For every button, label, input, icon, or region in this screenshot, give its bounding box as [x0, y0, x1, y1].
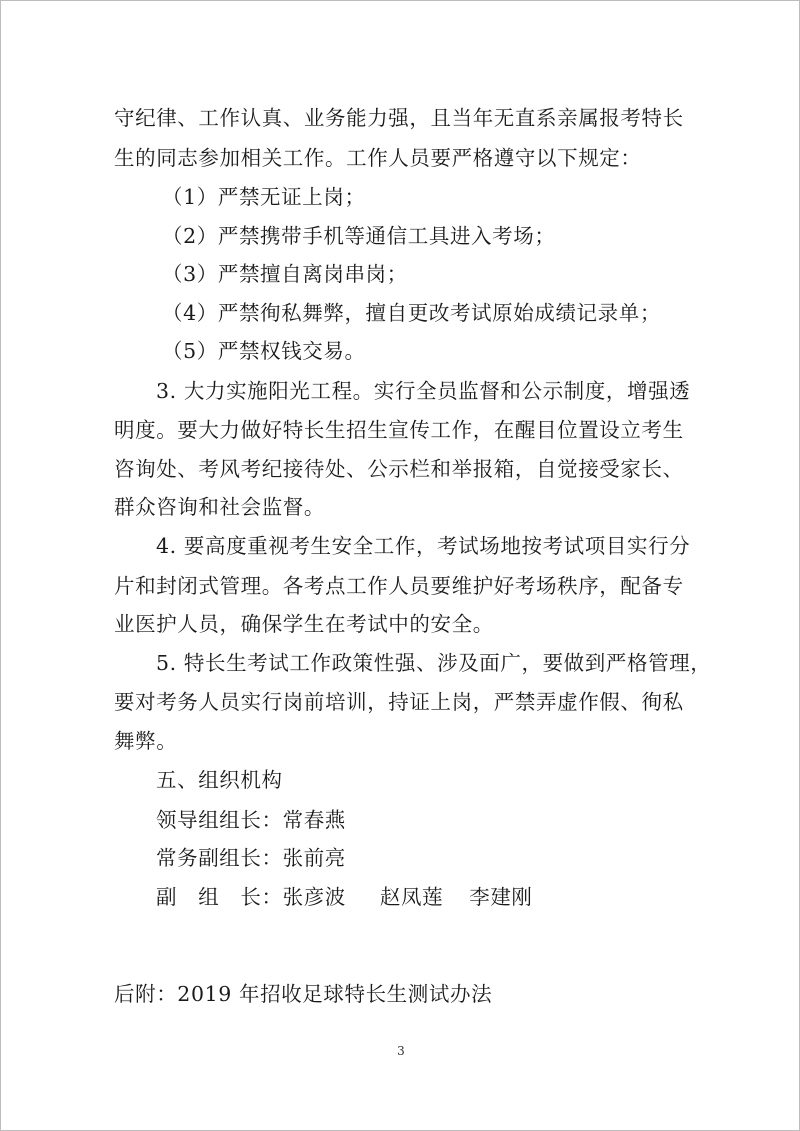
page-number: 3: [397, 1044, 405, 1058]
section-5-line: 5. 特长生考试工作政策性强、涉及面广，要做到严格管理，: [156, 651, 712, 675]
section-3-line: 明度。要大力做好特长生招生宣传工作，在醒目位置设立考生: [114, 418, 684, 442]
vice-leader-name: 李建刚: [469, 885, 533, 909]
section-5-line: 要对考务人员实行岗前培训，持证上岗，严禁弄虚作假、徇私: [114, 690, 684, 714]
rule-item-4: （4）严禁徇私舞弊，擅自更改考试原始成绩记录单；: [162, 301, 661, 325]
leader-line: 领导组组长：常春燕: [156, 808, 346, 832]
vice-leader-name: 张彦波: [282, 885, 346, 909]
section-4-line: 业医护人员，确保学生在考试中的安全。: [114, 612, 494, 636]
rule-item-3: （3）严禁擅自离岗串岗；: [162, 262, 408, 286]
section-5-line: 舞弊。: [114, 729, 178, 753]
vice-leader-name: 赵凤莲: [379, 885, 444, 909]
deputy-leader-line: 常务副组长：张前亮: [156, 846, 346, 870]
paragraph-line: 守纪律、工作认真、业务能力强，且当年无直系亲属报考特长: [114, 106, 684, 130]
vice-leader-label: 副 组 长：: [156, 885, 283, 909]
rule-item-2: （2）严禁携带手机等通信工具进入考场；: [162, 224, 556, 248]
vice-leader-row: [156, 884, 533, 910]
section-3-line: 3. 大力实施阳光工程。实行全员监督和公示制度，增强透: [156, 379, 691, 403]
section-3-line: 群众咨询和社会监督。: [114, 495, 325, 519]
section-4-line: 片和封闭式管理。各考点工作人员要维护好考场秩序，配备专: [114, 574, 684, 598]
rule-item-5: （5）严禁权钱交易。: [162, 339, 366, 363]
section-3-line: 咨询处、考风考纪接待处、公示栏和举报箱，自觉接受家长、: [114, 457, 684, 481]
attachment-line: 后附：2019 年招收足球特长生测试办法: [114, 982, 493, 1006]
section-heading: 五、组织机构: [156, 768, 283, 792]
section-4-line: 4. 要高度重视考生安全工作，考试场地按考试项目实行分: [156, 534, 691, 558]
rule-item-1: （1）严禁无证上岗；: [162, 185, 366, 209]
paragraph-line: 生的同志参加相关工作。工作人员要严格遵守以下规定：: [114, 146, 642, 170]
